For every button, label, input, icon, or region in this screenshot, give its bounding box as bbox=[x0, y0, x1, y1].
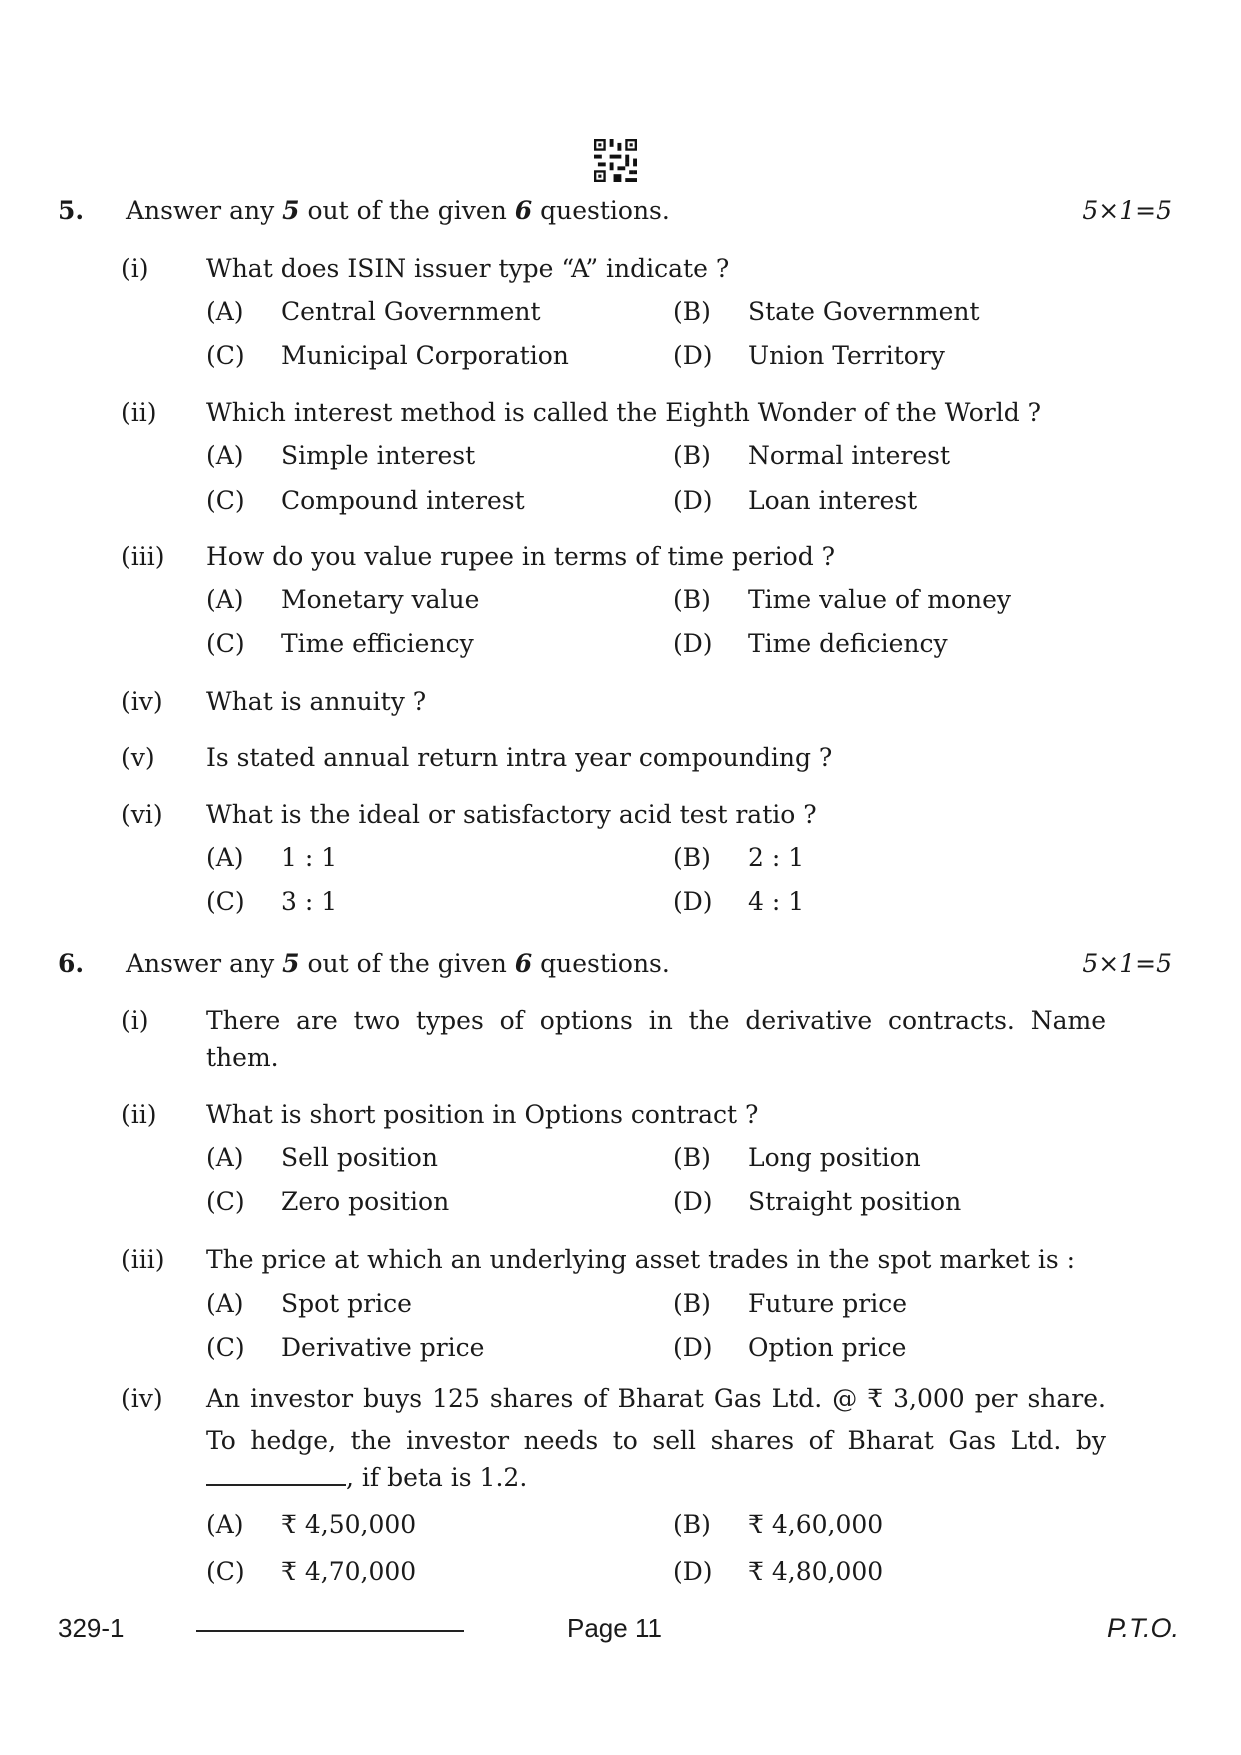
option-text: Time deficiency bbox=[748, 629, 948, 658]
option-label: (C) bbox=[206, 887, 245, 916]
option-text: ₹ 4,70,000 bbox=[281, 1557, 417, 1586]
option-text: Simple interest bbox=[281, 441, 476, 470]
option-text: 1 : 1 bbox=[281, 843, 338, 872]
sub-question-number: (ii) bbox=[121, 1100, 157, 1129]
option-text: Spot price bbox=[281, 1289, 412, 1318]
option-text: 3 : 1 bbox=[281, 887, 338, 916]
option-label: (B) bbox=[673, 297, 711, 326]
option-label: (B) bbox=[673, 1143, 711, 1172]
question-number: 5. bbox=[58, 196, 85, 225]
option-text: ₹ 4,50,000 bbox=[281, 1510, 417, 1539]
sub-question-text: What is short position in Options contract ? bbox=[206, 1100, 759, 1129]
answer-blank bbox=[206, 1462, 346, 1486]
option-label: (B) bbox=[673, 441, 711, 470]
sub-question-number: (i) bbox=[121, 1006, 149, 1035]
question-number: 6. bbox=[58, 949, 85, 978]
option-label: (A) bbox=[206, 843, 244, 872]
option-text: Straight position bbox=[748, 1187, 962, 1216]
sub-question-text: How do you value rupee in terms of time period ? bbox=[206, 542, 836, 571]
sub-question-number: (iii) bbox=[121, 542, 165, 571]
option-label: (A) bbox=[206, 585, 244, 614]
sub-question-number: (v) bbox=[121, 743, 155, 772]
option-label: (C) bbox=[206, 1187, 245, 1216]
page-number: Page 11 bbox=[567, 1613, 662, 1643]
option-label: (B) bbox=[673, 1289, 711, 1318]
option-label: (A) bbox=[206, 1289, 244, 1318]
option-label: (A) bbox=[206, 1510, 244, 1539]
sub-question-text: What is annuity ? bbox=[206, 687, 427, 716]
option-text: Derivative price bbox=[281, 1333, 485, 1362]
option-label: (D) bbox=[673, 341, 713, 370]
option-label: (C) bbox=[206, 629, 245, 658]
option-label: (C) bbox=[206, 341, 245, 370]
please-turn-over: P.T.O. bbox=[1106, 1613, 1179, 1643]
footer-divider bbox=[196, 1630, 464, 1632]
option-text: Central Government bbox=[281, 297, 541, 326]
option-text: Normal interest bbox=[748, 441, 950, 470]
option-label: (A) bbox=[206, 297, 244, 326]
option-label: (C) bbox=[206, 1557, 245, 1586]
option-label: (A) bbox=[206, 1143, 244, 1172]
option-text: Municipal Corporation bbox=[281, 341, 569, 370]
option-text: Loan interest bbox=[748, 486, 918, 515]
option-text: 2 : 1 bbox=[748, 843, 805, 872]
sub-question-number: (vi) bbox=[121, 800, 163, 829]
option-label: (D) bbox=[673, 1333, 713, 1362]
option-text: Zero position bbox=[281, 1187, 450, 1216]
option-text: 4 : 1 bbox=[748, 887, 805, 916]
sub-question-text-continued: To hedge, the investor needs to sell shares of Bharat Gas Ltd. by bbox=[206, 1426, 1106, 1455]
question-marks: 5×1=5 bbox=[1082, 949, 1172, 978]
option-text: State Government bbox=[748, 297, 980, 326]
option-label: (D) bbox=[673, 486, 713, 515]
option-text: Monetary value bbox=[281, 585, 480, 614]
question-instruction: Answer any 5 out of the given 6 questions. bbox=[126, 196, 670, 225]
fill-in-blank-line: , if beta is 1.2. bbox=[206, 1462, 527, 1493]
option-label: (B) bbox=[673, 843, 711, 872]
sub-question-number: (ii) bbox=[121, 398, 157, 427]
option-label: (D) bbox=[673, 887, 713, 916]
option-label: (D) bbox=[673, 1187, 713, 1216]
option-label: (C) bbox=[206, 486, 245, 515]
sub-question-number: (i) bbox=[121, 254, 149, 283]
question-marks: 5×1=5 bbox=[1082, 196, 1172, 225]
option-text: Option price bbox=[748, 1333, 907, 1362]
sub-question-number: (iv) bbox=[121, 687, 163, 716]
option-text: Future price bbox=[748, 1289, 908, 1318]
option-text: ₹ 4,60,000 bbox=[748, 1510, 884, 1539]
sub-question-text: What does ISIN issuer type “A” indicate ? bbox=[206, 254, 730, 283]
option-label: (C) bbox=[206, 1333, 245, 1362]
option-text: Sell position bbox=[281, 1143, 438, 1172]
option-label: (B) bbox=[673, 1510, 711, 1539]
option-label: (B) bbox=[673, 585, 711, 614]
option-text: Long position bbox=[748, 1143, 921, 1172]
option-label: (A) bbox=[206, 441, 244, 470]
sub-question-text: Is stated annual return intra year compounding ? bbox=[206, 743, 833, 772]
option-label: (D) bbox=[673, 1557, 713, 1586]
option-text: Compound interest bbox=[281, 486, 525, 515]
option-text: Union Territory bbox=[748, 341, 945, 370]
sub-question-text-continued: them. bbox=[206, 1043, 279, 1072]
option-text: Time value of money bbox=[748, 585, 1012, 614]
option-label: (D) bbox=[673, 629, 713, 658]
sub-question-text: What is the ideal or satisfactory acid test ratio ? bbox=[206, 800, 817, 829]
option-text: Time efficiency bbox=[281, 629, 474, 658]
sub-question-text: There are two types of options in the derivative contracts. Name bbox=[206, 1006, 1106, 1035]
sub-question-text: An investor buys 125 shares of Bharat Gas Ltd. @ ₹ 3,000 per share. bbox=[206, 1384, 1106, 1413]
paper-code: 329-1 bbox=[58, 1613, 125, 1643]
sub-question-text: Which interest method is called the Eighth Wonder of the World ? bbox=[206, 398, 1042, 427]
sub-question-text: The price at which an underlying asset trades in the spot market is : bbox=[206, 1245, 1076, 1274]
sub-question-number: (iv) bbox=[121, 1384, 163, 1413]
option-text: ₹ 4,80,000 bbox=[748, 1557, 884, 1586]
question-instruction: Answer any 5 out of the given 6 questions. bbox=[126, 949, 670, 978]
qr-code-icon bbox=[594, 139, 637, 182]
sub-question-number: (iii) bbox=[121, 1245, 165, 1274]
